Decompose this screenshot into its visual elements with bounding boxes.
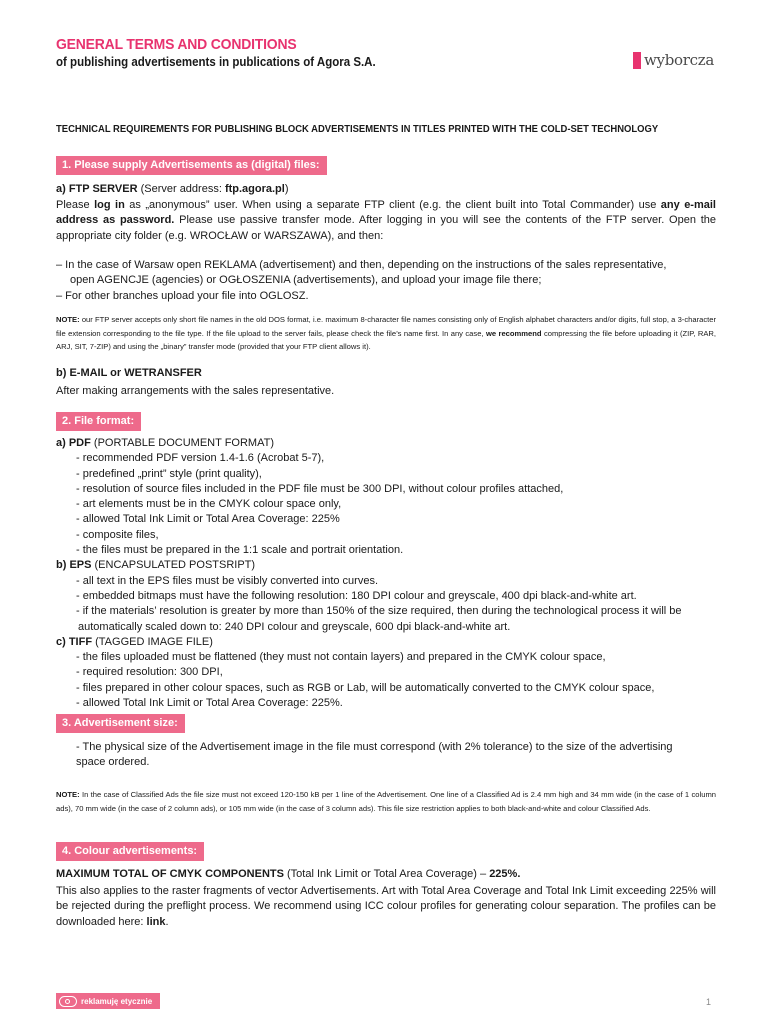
- ftp-paren-close: ): [284, 183, 289, 195]
- note-label: NOTE:: [56, 315, 80, 324]
- note-label: NOTE:: [56, 790, 80, 799]
- page-number: 1: [706, 997, 712, 1007]
- section-badge-colour: 4. Colour advertisements:: [56, 842, 204, 861]
- ftp-instructions: [56, 198, 716, 244]
- ftp-password-bold: any e-mail address as password.: [56, 199, 716, 227]
- icc-profiles-link[interactable]: link: [146, 915, 166, 928]
- size-requirement: [56, 740, 716, 771]
- list-item: - the files must be prepared in the 1:1 scale and portrait orientation.: [76, 544, 404, 557]
- cmyk-max-value: 225%.: [489, 868, 521, 880]
- list-item: - the files uploaded must be flattened (they must not contain layers) and prepared in the CMYK colour space,: [76, 651, 606, 664]
- eps-heading: [56, 558, 716, 573]
- email-text: After making arrangements with the sales representative.: [56, 385, 335, 397]
- list-item: - composite files,: [76, 528, 159, 541]
- email-heading: b) E-MAIL or WETRANSFER: [56, 367, 202, 379]
- size-note-text: In the case of Classified Ads the file size must not exceed 120-150 kB per 1 line of the Advertisement. One line of a Classified Ad is 2.4 mm high and 34 mm wide (in the case of 1 column ads), 70 mm wide (in the case of 2 column ads), or 105 mm wide (in the case of 3 column ads). This file size restriction applies to both black-and-white and colour Classified Ads.: [56, 790, 716, 813]
- list-item: - files prepared in other colour spaces, such as RGB or Lab, will be automatically converted to the CMYK colour space,: [76, 681, 655, 694]
- colour-text-end: .: [165, 915, 169, 928]
- list-item: – For other branches upload your file into OGLOSZ.: [56, 289, 309, 302]
- document-title: GENERAL TERMS AND CONDITIONS: [56, 36, 297, 53]
- ftp-paren-open: (Server address:: [137, 183, 225, 195]
- ftp-login-bold: log in: [94, 199, 125, 211]
- footer-badge-text: reklamuję etycznie: [81, 996, 153, 1006]
- main-heading: TECHNICAL REQUIREMENTS FOR PUBLISHING BLOCK ADVERTISEMENTS IN TITLES PRINTED WITH THE COLD-SET TECHNOLOGY: [56, 123, 659, 135]
- logo-mark-icon: [633, 52, 641, 69]
- list-item: - required resolution: 300 DPI,: [76, 666, 223, 679]
- section-badge-size: 3. Advertisement size:: [56, 714, 185, 733]
- note-recommend-bold: we recommend: [485, 328, 542, 338]
- list-item: - predefined „print” style (print quality),: [76, 467, 262, 480]
- size-note: [56, 788, 716, 815]
- reklamuje-etycznie-badge: [56, 993, 160, 1009]
- list-item: automatically scaled down to: 240 DPI colour and greyscale, 600 dpi black-and-white art.: [78, 620, 511, 633]
- tiff-heading: [56, 635, 716, 650]
- section-badge-format: 2. File format:: [56, 412, 141, 431]
- ftp-text-2: as „anonymous” user. When using a separate FTP client (e.g. the client built into Total Commander) use: [124, 199, 661, 211]
- size-line-2: space ordered.: [76, 756, 150, 769]
- ftp-branch-list: [56, 258, 716, 304]
- ftp-text-3: Please use passive transfer mode. After logging in you will see the contents of the FTP server. Open the appropriate city folder (e.g. WROCŁAW or WARSZAWA), and then:: [56, 214, 716, 242]
- tiff-label: c) TIFF: [56, 635, 93, 648]
- eps-label: b) EPS: [56, 559, 92, 572]
- ftp-note: [56, 313, 716, 354]
- list-item: - embedded bitmaps must have the following resolution: 180 DPI colour and greyscale, 400 dpi black-and-white art.: [76, 589, 637, 602]
- eps-desc: (ENCAPSULATED POSTSRIPT): [91, 559, 256, 572]
- document-subtitle: of publishing advertisements in publications of Agora S.A.: [56, 55, 376, 69]
- wyborcza-logo: [633, 50, 714, 70]
- list-item: - allowed Total Ink Limit or Total Area Coverage: 225%: [76, 513, 340, 526]
- list-item: - if the materials’ resolution is greater by more than 150% of the size required, then during the technological process it will be: [76, 605, 682, 618]
- tiff-desc: (TAGGED IMAGE FILE): [92, 635, 213, 648]
- logo-text: wyborcza: [644, 51, 714, 69]
- email-label: [56, 366, 716, 381]
- list-item: – In the case of Warsaw open REKLAMA (advertisement) and then, depending on the instructions of the sales representative,: [56, 259, 667, 271]
- note-text-1: our FTP server accepts only short file names in the old DOS format, i.e. maximum 8-character file names consisting only of English alphabet characters and/or digits, full stop, a 3-character file extension corresponding to the file type. If the file upload to the server fails, please check the file’s name first. In any case,: [56, 315, 716, 338]
- size-line-1: - The physical size of the Advertisement image in the file must correspond (with 2% tolerance) to the size of the advertising: [76, 741, 673, 753]
- ftp-text-1: Please: [56, 199, 95, 211]
- cmyk-max-desc: (Total Ink Limit or Total Area Coverage) –: [283, 868, 490, 880]
- colour-text: This also applies to the raster fragments of vector Advertisements. Art with Total Area Coverage and Total Ink Limit exceeding 225% will be rejected during the preflight process. We recommend using ICC colour profiles for generating colour separation. The profiles can be downloaded here:: [56, 885, 716, 928]
- pdf-heading: [56, 436, 716, 451]
- section-badge-supply: 1. Please supply Advertisements as (digital) files:: [56, 156, 327, 175]
- ftp-label: a) FTP SERVER: [56, 183, 138, 195]
- list-item: - resolution of source files included in the PDF file must be 300 DPI, without colour profiles attached,: [76, 482, 564, 495]
- ethics-mark-icon: [59, 996, 77, 1007]
- list-item: - art elements must be in the CMYK colour space only,: [76, 498, 342, 511]
- cmyk-max-line: [56, 867, 716, 882]
- colour-paragraph: [56, 884, 716, 930]
- note-text-2: compressing the file before uploading it (ZIP, RAR, ARJ, SIT, 7-ZIP) and using the „binary” transfer mode (provided that your FTP client allows it).: [56, 328, 716, 351]
- pdf-desc: (PORTABLE DOCUMENT FORMAT): [90, 437, 274, 449]
- cmyk-max-label: MAXIMUM TOTAL OF CMYK COMPONENTS: [56, 868, 284, 880]
- list-item: - allowed Total Ink Limit or Total Area Coverage: 225%.: [76, 697, 343, 710]
- list-item: - all text in the EPS files must be visibly converted into curves.: [76, 574, 379, 587]
- ftp-address: ftp.agora.pl: [224, 183, 285, 195]
- ftp-server-line: [56, 182, 716, 197]
- list-item: open AGENCJE (agencies) or OGŁOSZENIA (advertisements), and upload your image file there;: [70, 274, 542, 287]
- pdf-label: a) PDF: [56, 437, 91, 449]
- file-format-list: [56, 436, 716, 711]
- list-item: - recommended PDF version 1.4-1.6 (Acrobat 5-7),: [76, 452, 325, 465]
